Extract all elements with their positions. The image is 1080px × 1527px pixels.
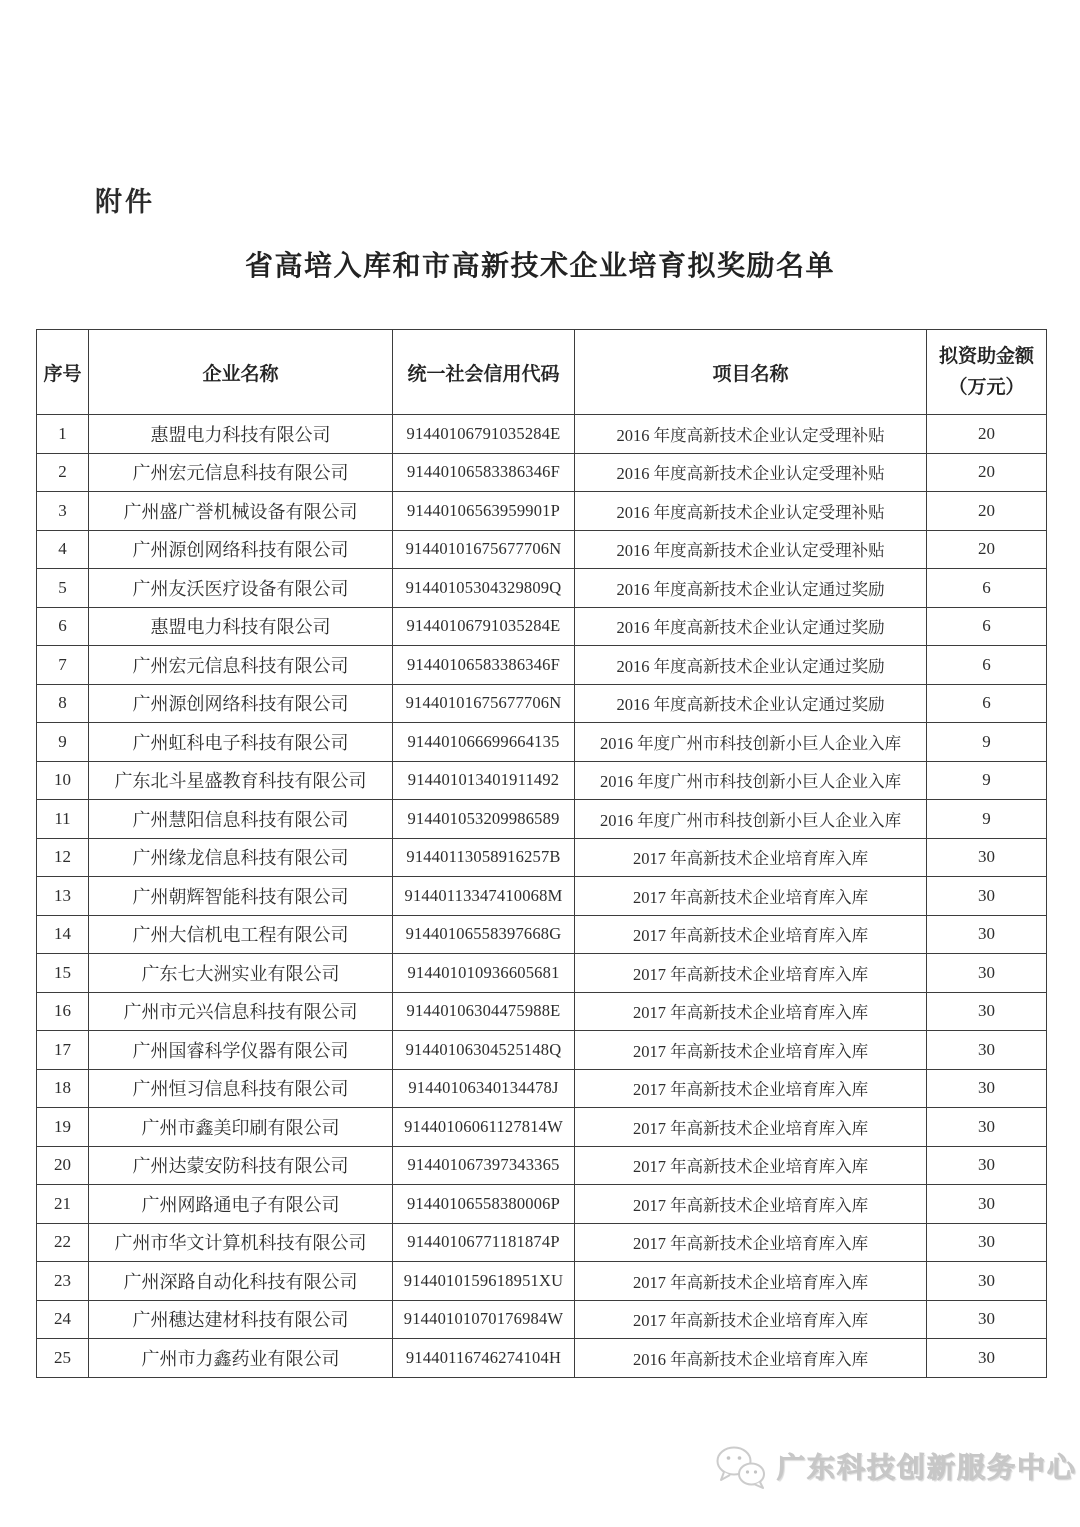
row-code: 91440116746274104H [393,1339,575,1378]
row-code: 91440113347410068M [393,877,575,916]
row-no: 25 [37,1339,89,1378]
row-no: 20 [37,1146,89,1185]
table-row [37,1339,1047,1378]
row-no: 21 [37,1185,89,1224]
row-project: 2017 年高新技术企业培育库入库 [575,954,927,993]
row-code: 91440106304525148Q [393,1031,575,1070]
row-amount: 6 [927,684,1047,723]
row-amount: 30 [927,915,1047,954]
row-amount: 30 [927,1185,1047,1224]
row-amount: 9 [927,723,1047,762]
row-no: 13 [37,877,89,916]
table-row [37,877,1047,916]
row-code: 91440106304475988E [393,992,575,1031]
wechat-icon [714,1442,768,1490]
row-no: 6 [37,607,89,646]
row-company: 广州市鑫美印刷有限公司 [89,1108,393,1147]
row-code: 91440106791035284E [393,415,575,454]
table-row [37,530,1047,569]
table-row [37,954,1047,993]
row-project: 2016 年度高新技术企业认定通过奖励 [575,607,927,646]
row-amount: 20 [927,492,1047,531]
row-no: 4 [37,530,89,569]
row-code: 91440106061127814W [393,1108,575,1147]
row-company: 广州友沃医疗设备有限公司 [89,569,393,608]
table-row [37,684,1047,723]
row-code: 91440106583386346F [393,646,575,685]
row-no: 19 [37,1108,89,1147]
row-company: 广州源创网络科技有限公司 [89,684,393,723]
row-company: 广州网路通电子有限公司 [89,1185,393,1224]
header-code: 统一社会信用代码 [393,330,575,415]
row-no: 3 [37,492,89,531]
row-company: 广东七大洲实业有限公司 [89,954,393,993]
row-no: 5 [37,569,89,608]
row-company: 广州宏元信息科技有限公司 [89,646,393,685]
table-row [37,1146,1047,1185]
row-company: 广州盛广誉机械设备有限公司 [89,492,393,531]
row-project: 2016 年度高新技术企业认定通过奖励 [575,684,927,723]
row-code: 914401067397343365 [393,1146,575,1185]
row-company: 惠盟电力科技有限公司 [89,415,393,454]
row-amount: 30 [927,1069,1047,1108]
row-project: 2017 年高新技术企业培育库入库 [575,1300,927,1339]
table-row [37,800,1047,839]
award-table [36,329,1047,1378]
row-company: 广东北斗星盛教育科技有限公司 [89,761,393,800]
watermark-text: 广东科技创新服务中心 [777,1452,1078,1483]
row-company: 广州虹科电子科技有限公司 [89,723,393,762]
row-project: 2016 年度高新技术企业认定受理补贴 [575,492,927,531]
row-project: 2016 年度广州市科技创新小巨人企业入库 [575,723,927,762]
row-no: 8 [37,684,89,723]
row-company: 广州缘龙信息科技有限公司 [89,838,393,877]
row-company: 广州慧阳信息科技有限公司 [89,800,393,839]
header-no: 序号 [37,330,89,415]
row-code: 91440106558380006P [393,1185,575,1224]
table-row [37,569,1047,608]
table-row [37,761,1047,800]
header-company: 企业名称 [89,330,393,415]
row-amount: 30 [927,1146,1047,1185]
row-amount: 30 [927,1223,1047,1262]
row-company: 广州深路自动化科技有限公司 [89,1262,393,1301]
row-amount: 30 [927,1031,1047,1070]
table-row [37,992,1047,1031]
row-amount: 30 [927,1108,1047,1147]
row-no: 11 [37,800,89,839]
row-no: 23 [37,1262,89,1301]
header-amount-line1: 拟资助金额 [938,345,1034,367]
row-code: 914401053209986589 [393,800,575,839]
row-no: 22 [37,1223,89,1262]
row-project: 2016 年高新技术企业培育库入库 [575,1339,927,1378]
row-code: 91440101675677706N [393,530,575,569]
table-row [37,646,1047,685]
row-amount: 30 [927,1300,1047,1339]
row-no: 7 [37,646,89,685]
row-no: 9 [37,723,89,762]
row-company: 广州市力鑫药业有限公司 [89,1339,393,1378]
row-code: 91440101675677706N [393,684,575,723]
row-amount: 30 [927,954,1047,993]
row-no: 16 [37,992,89,1031]
table-row [37,1262,1047,1301]
row-code: 914401010936605681 [393,954,575,993]
header-amount-line2: （万元） [948,377,1025,398]
row-amount: 9 [927,761,1047,800]
row-no: 12 [37,838,89,877]
row-code: 91440106558397668G [393,915,575,954]
row-no: 1 [37,415,89,454]
table-body [37,415,1047,1378]
row-company: 广州大信机电工程有限公司 [89,915,393,954]
row-project: 2017 年高新技术企业培育库入库 [575,1031,927,1070]
row-amount: 20 [927,530,1047,569]
row-no: 2 [37,453,89,492]
row-no: 18 [37,1069,89,1108]
row-amount: 30 [927,1262,1047,1301]
row-code: 9144010159618951XU [393,1262,575,1301]
row-company: 广州市华文计算机科技有限公司 [89,1223,393,1262]
table-row [37,723,1047,762]
table-row [37,607,1047,646]
row-project: 2016 年度高新技术企业认定受理补贴 [575,530,927,569]
table-row [37,1223,1047,1262]
row-project: 2017 年高新技术企业培育库入库 [575,1223,927,1262]
table-header-row [37,330,1047,415]
header-project: 项目名称 [575,330,927,415]
row-project: 2016 年度高新技术企业认定通过奖励 [575,569,927,608]
row-company: 广州市元兴信息科技有限公司 [89,992,393,1031]
row-project: 2016 年度高新技术企业认定受理补贴 [575,453,927,492]
table-row [37,1185,1047,1224]
table-row [37,1300,1047,1339]
row-code: 91440106791035284E [393,607,575,646]
page-title: 省高培入库和市高新技术企业培育拟奖励名单 [244,251,835,282]
row-code: 91440106340134478J [393,1069,575,1108]
row-code: 91440106563959901P [393,492,575,531]
table-row [37,838,1047,877]
table-row [37,453,1047,492]
row-code: 91440105304329809Q [393,569,575,608]
row-company: 广州宏元信息科技有限公司 [89,453,393,492]
row-no: 24 [37,1300,89,1339]
row-project: 2017 年高新技术企业培育库入库 [575,1262,927,1301]
attachment-label: 附件 [95,187,155,217]
header-amount [927,330,1047,415]
row-project: 2017 年高新技术企业培育库入库 [575,915,927,954]
row-no: 10 [37,761,89,800]
row-company: 广州源创网络科技有限公司 [89,530,393,569]
row-amount: 30 [927,877,1047,916]
footer-watermark [714,1442,1077,1490]
row-project: 2017 年高新技术企业培育库入库 [575,877,927,916]
row-company: 广州朝辉智能科技有限公司 [89,877,393,916]
table-row [37,915,1047,954]
row-amount: 30 [927,1339,1047,1378]
row-code: 91440106771181874P [393,1223,575,1262]
table-row [37,1069,1047,1108]
row-code: 91440113058916257B [393,838,575,877]
row-code: 91440106583386346F [393,453,575,492]
row-company: 广州恒习信息科技有限公司 [89,1069,393,1108]
row-company: 广州国睿科学仪器有限公司 [89,1031,393,1070]
row-amount: 6 [927,569,1047,608]
row-company: 惠盟电力科技有限公司 [89,607,393,646]
row-amount: 30 [927,838,1047,877]
row-amount: 20 [927,415,1047,454]
row-amount: 20 [927,453,1047,492]
row-code: 914401013401911492 [393,761,575,800]
table-row [37,1031,1047,1070]
row-amount: 30 [927,992,1047,1031]
table-row [37,1108,1047,1147]
row-project: 2016 年度广州市科技创新小巨人企业入库 [575,800,927,839]
row-project: 2017 年高新技术企业培育库入库 [575,1069,927,1108]
row-no: 15 [37,954,89,993]
row-amount: 6 [927,646,1047,685]
row-no: 14 [37,915,89,954]
row-no: 17 [37,1031,89,1070]
row-project: 2016 年度高新技术企业认定受理补贴 [575,415,927,454]
row-project: 2016 年度广州市科技创新小巨人企业入库 [575,761,927,800]
row-amount: 9 [927,800,1047,839]
row-company: 广州达蒙安防科技有限公司 [89,1146,393,1185]
row-project: 2017 年高新技术企业培育库入库 [575,1185,927,1224]
table-row [37,415,1047,454]
row-project: 2017 年高新技术企业培育库入库 [575,992,927,1031]
row-project: 2017 年高新技术企业培育库入库 [575,838,927,877]
table-row [37,492,1047,531]
row-amount: 6 [927,607,1047,646]
row-project: 2017 年高新技术企业培育库入库 [575,1108,927,1147]
row-code: 91440101070176984W [393,1300,575,1339]
row-project: 2017 年高新技术企业培育库入库 [575,1146,927,1185]
row-project: 2016 年度高新技术企业认定通过奖励 [575,646,927,685]
row-code: 914401066699664135 [393,723,575,762]
row-company: 广州穗达建材科技有限公司 [89,1300,393,1339]
